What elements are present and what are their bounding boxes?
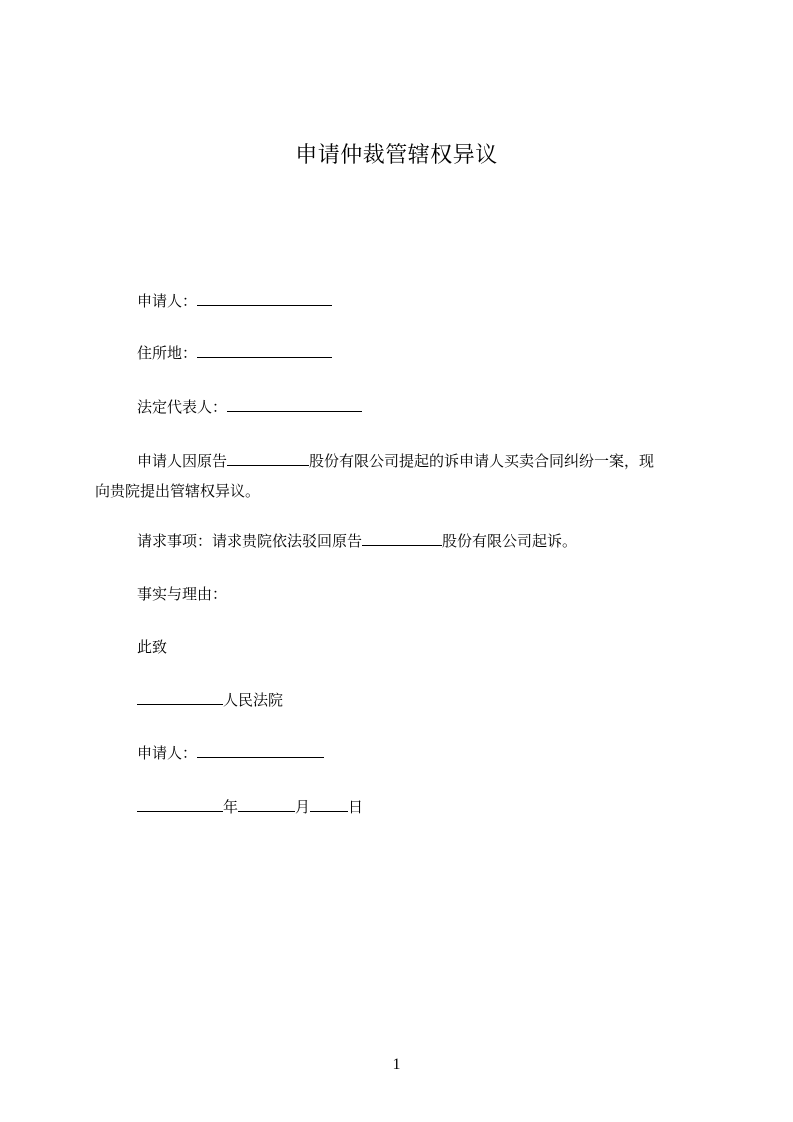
request-text-1: 请求事项：请求贵院依法驳回原告 bbox=[137, 532, 363, 550]
legal-rep-label: 法定代表人： bbox=[137, 398, 228, 416]
legal-rep-line bbox=[137, 396, 362, 418]
court-line bbox=[137, 689, 283, 711]
statement-paragraph bbox=[95, 446, 715, 506]
request-text-2: 股份有限公司起诉。 bbox=[442, 532, 578, 550]
page-title: 申请仲裁管辖权异议 bbox=[295, 143, 498, 168]
statement-text-2: 股份有限公司提起的诉申请人买卖合同纠纷一案，现 bbox=[309, 452, 655, 470]
year-label: 年 bbox=[223, 798, 239, 816]
month-label: 月 bbox=[295, 798, 311, 816]
request-company-blank[interactable] bbox=[362, 530, 442, 546]
address-line bbox=[137, 342, 332, 364]
day-blank[interactable] bbox=[310, 796, 348, 812]
address-label: 住所地： bbox=[137, 344, 198, 362]
applicant-line bbox=[137, 290, 332, 312]
day-label: 日 bbox=[348, 798, 364, 816]
court-suffix: 人民法院 bbox=[223, 691, 284, 709]
plaintiff-company-blank[interactable] bbox=[227, 450, 309, 466]
statement-text-1: 申请人因原告 bbox=[137, 452, 228, 470]
signature-line bbox=[137, 742, 324, 764]
statement-line-2: 向贵院提出管辖权异议。 bbox=[95, 482, 261, 500]
salutation: 此致 bbox=[137, 638, 168, 656]
statement-line-1 bbox=[95, 446, 715, 476]
month-blank[interactable] bbox=[238, 796, 295, 812]
facts-label: 事实与理由： bbox=[137, 585, 228, 603]
legal-rep-blank[interactable] bbox=[227, 396, 362, 412]
request-line bbox=[137, 530, 577, 552]
applicant-label: 申请人： bbox=[137, 292, 198, 310]
signature-blank[interactable] bbox=[197, 742, 324, 758]
applicant-blank[interactable] bbox=[197, 290, 332, 306]
signature-applicant-label: 申请人： bbox=[137, 744, 198, 762]
address-blank[interactable] bbox=[197, 342, 332, 358]
year-blank[interactable] bbox=[137, 796, 223, 812]
court-name-blank[interactable] bbox=[137, 689, 223, 705]
page-number: 1 bbox=[392, 1056, 401, 1073]
date-line bbox=[137, 796, 363, 818]
